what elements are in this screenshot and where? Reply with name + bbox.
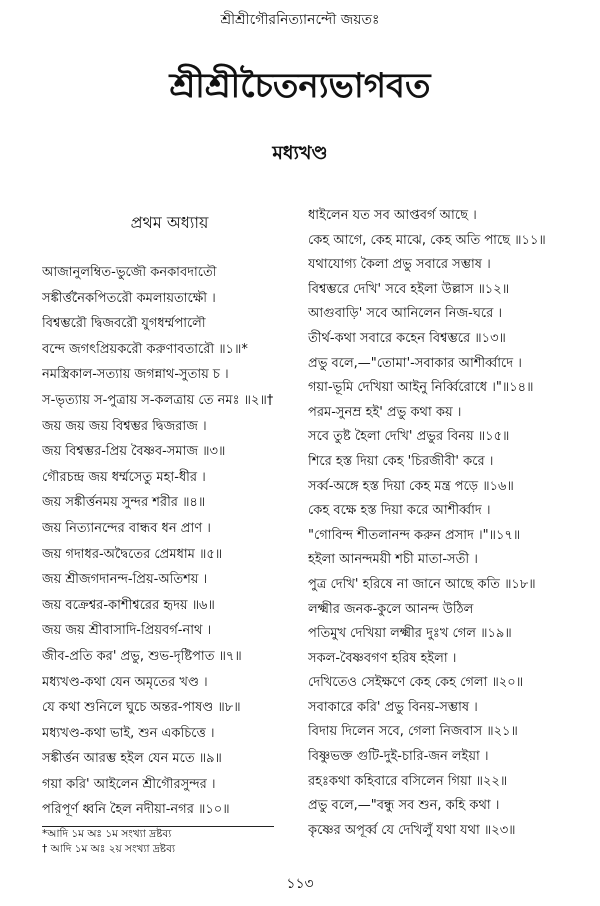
- verse-line: প্রভু বলে,—"বন্ধু সব শুন, কহি কথা ।: [308, 798, 500, 814]
- verse-line: স-ভৃত্যায় স-পুত্রায় স-কলত্রায় তে নমঃ ॥২॥†: [42, 392, 274, 408]
- verse-line: জয় সঙ্কীর্ত্তনময় সুন্দর শরীর ॥৪॥: [42, 495, 206, 511]
- verse-line: সর্ব্ব-অঙ্গে হস্ত দিয়া কেহ মন্ত্র পড়ে ॥১৬॥: [308, 478, 514, 494]
- verse-line: জয় শ্রীজগদানন্দ-প্রিয়-অতিশয় ।: [42, 572, 208, 588]
- verse-line: জয় গদাধর-অদ্বৈতের প্রেমধাম ॥৫॥: [42, 546, 223, 562]
- footnote: *আদি ১ম অঃ ১ম সংখ্যা দ্রষ্টব্য: [42, 828, 172, 841]
- verse-line: আজানুলম্বিত-ভুজৌ কনকাবদাতৌ: [42, 265, 217, 280]
- verse-line: মধ্যখণ্ড-কথা ভাই, শুন একচিত্তে ।: [42, 725, 215, 741]
- verse-line: জীব-প্রতি কর' প্রভু, শুভ-দৃষ্টিপাত ॥৭॥: [42, 648, 242, 664]
- verse-line: বিশ্বম্ভরে দেখি' সবে হইলা উল্লাস ॥১২॥: [308, 281, 510, 297]
- verse-line: সঙ্কীর্ত্তন আরম্ভ হইল যেন মতে ॥৯॥: [42, 751, 222, 767]
- verse-line: নমস্ত্রিকাল-সত্যায় জগন্নাথ-সুতায় চ ।: [42, 367, 229, 383]
- verse-line: হইলা আনন্দময়ী শচী মাতা-সতী ।: [308, 552, 478, 568]
- verse-line: পতিমুখ দেখিয়া লক্ষ্মীর দুঃখ গেল ॥১৯॥: [308, 626, 512, 642]
- verse-line: জয় বক্রেশ্বর-কাশীশ্বরের হৃদয় ॥৬॥: [42, 597, 215, 613]
- verse-line: গয়া করি' আইলেন শ্রীগৌরসুন্দর ।: [42, 776, 216, 792]
- chapter-heading: প্রথম অধ্যায়: [130, 213, 209, 232]
- page-number: ১১৩: [286, 876, 314, 892]
- verse-line: গয়া-ভূমি দেখিয়া আইনু নির্ব্বিরোধে ।"॥১৪॥: [308, 380, 534, 396]
- verse-line: পরম-সুনম্র হই' প্রভু কথা কয় ।: [308, 404, 462, 420]
- verse-line: জয় জয় শ্রীবাসাদি-প্রিয়বর্গ-নাথ ।: [42, 623, 212, 639]
- footnotes: [42, 827, 297, 857]
- verse-line: জয় নিত্যানন্দের বান্ধব ধন প্রাণ ।: [42, 520, 211, 536]
- verse-line: ধাইলেন যত সব আপ্তবর্গ আছে ।: [308, 208, 477, 223]
- verse-line: "গোবিন্দ শীতলানন্দ করুন প্রসাদ ।"॥১৭॥: [308, 527, 521, 543]
- right-verses: [308, 204, 584, 843]
- verse-line: বন্দে জগৎপ্রিয়করৌ করুণাবতারৌ ॥১॥*: [42, 341, 248, 357]
- left-verses: [42, 260, 297, 823]
- verse-line: জয় বিশ্বম্ভর-প্রিয় বৈষ্ণব-সমাজ ॥৩॥: [42, 444, 226, 460]
- verse-line: দেখিতেও সেইক্ষণে কেহ কেহ গেলা ॥২০॥: [308, 675, 524, 691]
- verse-line: সকল-বৈষ্ণবগণ হরিষ হইলা ।: [308, 650, 457, 666]
- left-column: [42, 208, 297, 857]
- footnote: † আদি ১ম অঃ ২য় সংখ্যা দ্রষ্টব্য: [42, 843, 175, 856]
- verse-line: শিরে হস্ত দিয়া কেহ 'চিরজীবী' করে ।: [308, 453, 494, 469]
- verse-line: বিশ্বম্ভরৌ দ্বিজবরৌ যুগধর্ম্মপালৌ: [42, 316, 206, 332]
- verse-line: বিষ্ণুভক্ত গুটি-দুই-চারি-জন লইয়া ।: [308, 749, 489, 765]
- verse-line: মধ্যখণ্ড-কথা যেন অমৃতের খণ্ড ।: [42, 674, 208, 690]
- verse-line: সবাকারে করি' প্রভু বিনয়-সম্ভাষ ।: [308, 699, 478, 715]
- verse-line: যে কথা শুনিলে ঘুচে অন্তর-পাষণ্ড ॥৮॥: [42, 700, 241, 716]
- verse-line: সবে তুষ্ট হৈলা দেখি' প্রভুর বিনয় ॥১৫॥: [308, 429, 510, 445]
- verse-line: রহঃকথা কহিবারে বসিলেন গিয়া ॥২২॥: [308, 773, 508, 789]
- verse-line: যথাযোগ্য কৈলা প্রভু সবারে সম্ভাষ ।: [308, 257, 491, 273]
- verse-line: আগুবাড়ি' সবে আনিলেন নিজ-ঘরে ।: [308, 306, 503, 322]
- verse-line: পরিপূর্ণ ধ্বনি হৈল নদীয়া-নগর ॥১০॥: [42, 802, 230, 818]
- verse-line: গৌরচন্দ্র জয় ধর্ম্মসেতু মহা-ধীর ।: [42, 469, 206, 485]
- verse-line: পুত্র দেখি' হরিষে না জানে আছে কতি ॥১৮॥: [308, 576, 536, 592]
- section-subtitle: মধ্যখণ্ড: [272, 142, 328, 164]
- verse-line: বিদায় দিলেন সবে, গেলা নিজবাস ॥২১॥: [308, 724, 518, 740]
- verse-line: লক্ষ্মীর জনক-কুলে আনন্দ উঠিল: [308, 601, 474, 617]
- header-invocation: শ্রীশ্রীগৌরনিত্যানন্দৌ জয়তঃ: [220, 12, 380, 28]
- verse-line: সঙ্কীর্ত্তনৈকপিতরৌ কমলায়তাক্ষৌ ।: [42, 290, 216, 306]
- verse-line: কৃষ্ণের অপূর্ব্ব যে দেখিলুঁ যথা যথা ॥২৩॥: [308, 822, 516, 838]
- right-column: [308, 204, 584, 843]
- verse-line: কেহ বক্ষে হস্ত দিয়া করে আশীর্ব্বাদ ।: [308, 503, 491, 519]
- verse-line: প্রভু বলে,—"তোমা'-সবাকার আশীর্ব্বাদে ।: [308, 355, 522, 371]
- verse-line: জয় জয় জয় বিশ্বম্ভর দ্বিজরাজ ।: [42, 418, 207, 434]
- verse-line: তীর্থ-কথা সবারে কহেন বিশ্বম্ভরে ॥১৩॥: [308, 330, 506, 346]
- page-title: শ্রীশ্রীচৈতন্যভাগবত: [169, 66, 431, 106]
- verse-line: কেহ আগে, কেহ মাঝে, কেহ অতি পাছে ॥১১॥: [308, 232, 546, 248]
